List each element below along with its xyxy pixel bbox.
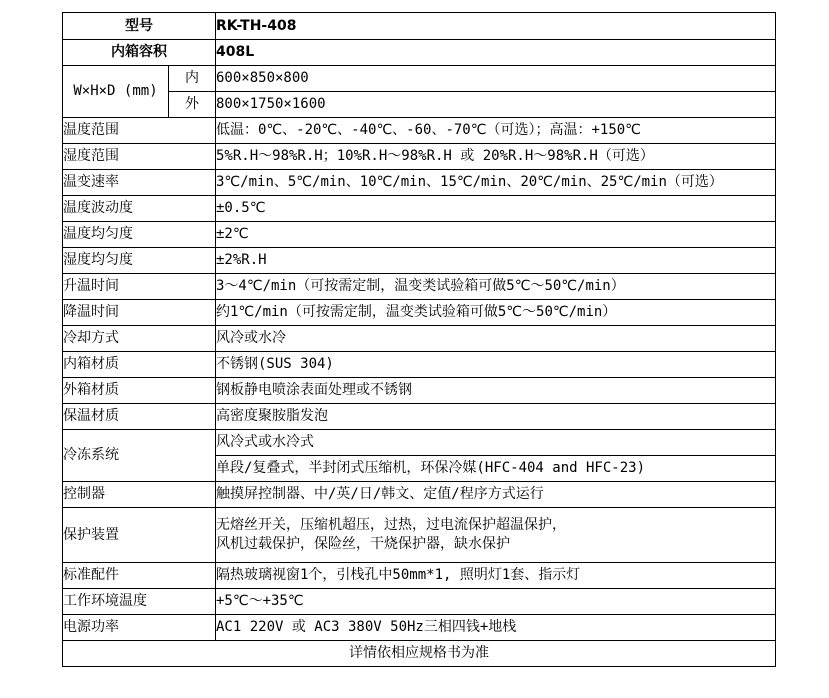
spec-value: 钢板静电喷涂表面处理或不锈钢: [216, 378, 776, 404]
table-row-power-supply: [63, 615, 776, 641]
size-inner-sublabel: 内: [169, 66, 216, 92]
table-row-insulation-material: [63, 404, 776, 430]
size-label: W×H×D (mm): [63, 66, 169, 118]
freezer-value-1: 风冷式或水冷式: [216, 430, 776, 456]
spec-value: 不锈钢(SUS 304): [216, 352, 776, 378]
spec-label: 降温时间: [63, 300, 216, 326]
table-row-footer-note: [63, 641, 776, 667]
table-row-temp-fluctuation: [63, 196, 776, 222]
table-row-temp-uniformity: [63, 222, 776, 248]
protection-value-line-1: 无熔丝开关，压缩机超压，过热，过电流保护超温保护，: [216, 517, 566, 533]
spec-label: 工作环境温度: [63, 589, 216, 615]
spec-label: 保温材质: [63, 404, 216, 430]
spec-sheet: [62, 12, 776, 667]
spec-value: 隔热玻璃视窗1个，引栈孔中50mm*1, 照明灯1套、指示灯: [216, 563, 776, 589]
table-row-protection: [63, 508, 776, 563]
spec-label: 温度范围: [63, 118, 216, 144]
size-outer-sublabel: 外: [169, 92, 216, 118]
spec-table: [62, 12, 776, 667]
table-row-freezer-1: [63, 430, 776, 456]
spec-value: 低温：0℃、-20℃、-40℃、-60、-70℃（可选）；高温：+150℃: [216, 118, 776, 144]
spec-label: 温度均匀度: [63, 222, 216, 248]
protection-label: 保护装置: [63, 508, 216, 563]
table-row-heatup-time: [63, 274, 776, 300]
table-row-operating-ambient-temp: [63, 589, 776, 615]
footer-note: 详情依相应规格书为准: [63, 641, 776, 667]
spec-label: 标准配件: [63, 563, 216, 589]
model-value: RK-TH-408: [216, 13, 776, 40]
table-row-controller: [63, 482, 776, 508]
table-row-temp-range: [63, 118, 776, 144]
table-row-size-inner: [63, 66, 776, 92]
protection-value: [216, 508, 776, 563]
spec-label: 内箱材质: [63, 352, 216, 378]
model-label: 型号: [63, 13, 216, 40]
volume-label: 内箱容积: [63, 40, 216, 66]
freezer-label: 冷冻系统: [63, 430, 216, 482]
spec-value: 3℃/min、5℃/min、10℃/min、15℃/min、20℃/min、25℃/min（可选）: [216, 170, 776, 196]
spec-label: 升温时间: [63, 274, 216, 300]
size-outer-value: 800×1750×1600: [216, 92, 776, 118]
spec-label: 温度波动度: [63, 196, 216, 222]
size-inner-value: 600×850×800: [216, 66, 776, 92]
controller-value: 触摸屏控制器、中/英/日/韩文、定值/程序方式运行: [216, 482, 776, 508]
spec-label: 湿度均匀度: [63, 248, 216, 274]
spec-value: 5%R.H～98%R.H；10%R.H～98%R.H 或 20%R.H～98%R.H（可选）: [216, 144, 776, 170]
table-row-humidity-range: [63, 144, 776, 170]
table-row-size-outer: [63, 92, 776, 118]
table-row-temp-change-rate: [63, 170, 776, 196]
spec-label: 湿度范围: [63, 144, 216, 170]
table-row-standard-accessories: [63, 563, 776, 589]
spec-label: 电源功率: [63, 615, 216, 641]
spec-value: 高密度聚胺脂发泡: [216, 404, 776, 430]
table-row-humidity-uniformity: [63, 248, 776, 274]
table-row-cooling-method: [63, 326, 776, 352]
spec-value: +5℃～+35℃: [216, 589, 776, 615]
table-row-outer-material: [63, 378, 776, 404]
spec-value: ±0.5℃: [216, 196, 776, 222]
table-row-inner-material: [63, 352, 776, 378]
table-row-model: [63, 13, 776, 40]
spec-value: 3～4℃/min（可按需定制，温变类试验箱可做5℃～50℃/min）: [216, 274, 776, 300]
spec-label: 冷却方式: [63, 326, 216, 352]
spec-label: 温变速率: [63, 170, 216, 196]
protection-value-line-2: 风机过载保护，保险丝，干烧保护器，缺水保护: [216, 536, 510, 552]
spec-value: 风冷或水冷: [216, 326, 776, 352]
spec-label: 外箱材质: [63, 378, 216, 404]
volume-value: 408L: [216, 40, 776, 66]
table-row-cooldown-time: [63, 300, 776, 326]
spec-value: ±2%R.H: [216, 248, 776, 274]
controller-label: 控制器: [63, 482, 216, 508]
freezer-value-2: 单段/复叠式，半封闭式压缩机，环保冷媒(HFC-404 and HFC-23): [216, 456, 776, 482]
table-row-volume: [63, 40, 776, 66]
spec-value: AC1 220V 或 AC3 380V 50Hz三相四钱+地栈: [216, 615, 776, 641]
spec-value: 约1℃/min（可按需定制，温变类试验箱可做5℃～50℃/min）: [216, 300, 776, 326]
spec-value: ±2℃: [216, 222, 776, 248]
